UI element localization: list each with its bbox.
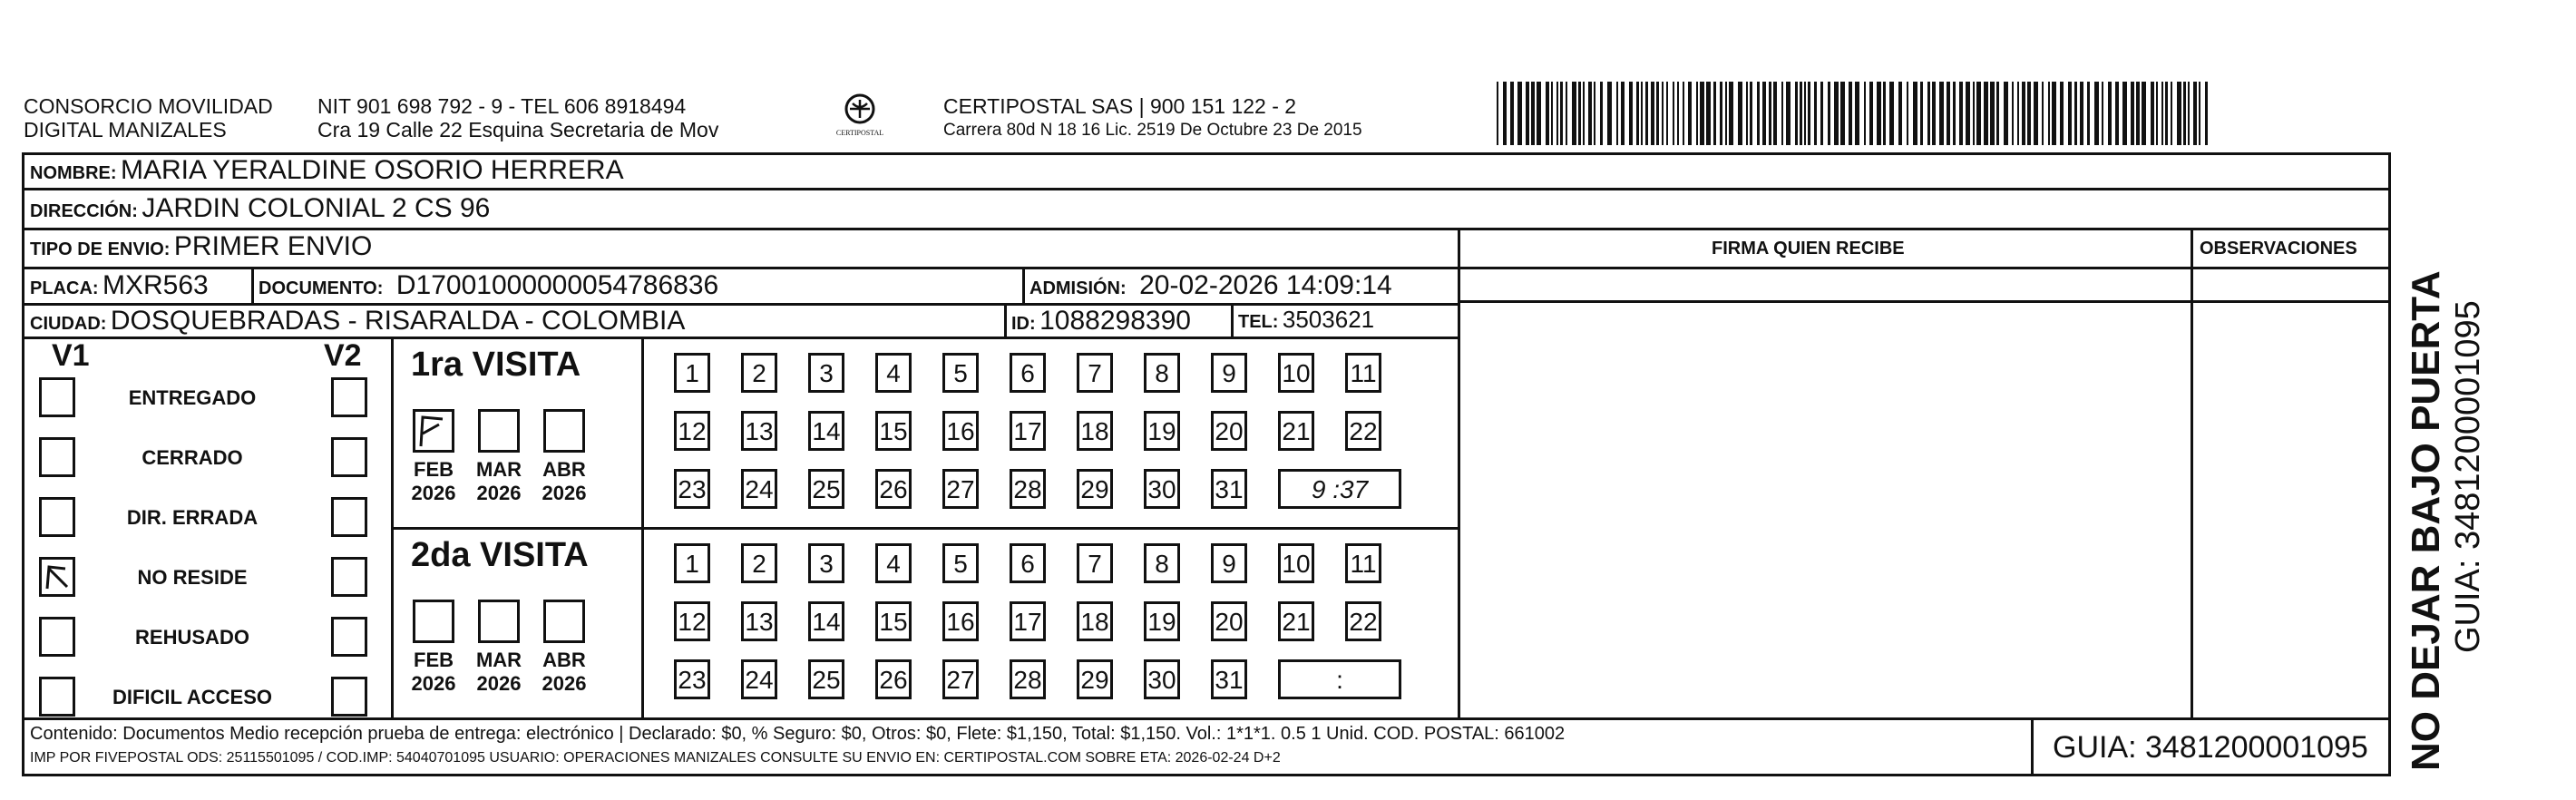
first-visit-day-box[interactable]: 11 <box>1345 353 1381 393</box>
company-nit: NIT 901 698 792 - 9 - TEL 606 8918494 <box>317 94 687 118</box>
second-visit-day-box[interactable]: 6 <box>1010 543 1046 583</box>
first-visit-day-box[interactable]: 10 <box>1278 353 1314 393</box>
second-visit-day-box[interactable]: 12 <box>674 601 710 641</box>
nombre-label: NOMBRE: <box>30 163 117 183</box>
first-visit-day-box[interactable]: 16 <box>942 411 979 451</box>
second-visit-day-box[interactable]: 8 <box>1144 543 1180 583</box>
second-visit-day-box[interactable]: 18 <box>1077 601 1113 641</box>
first-visit-day-box[interactable]: 25 <box>808 469 844 509</box>
tel-label: TEL: <box>1238 312 1279 332</box>
direccion-row <box>30 193 490 224</box>
first-visit-day-box[interactable]: 24 <box>741 469 777 509</box>
company-name-line2: DIGITAL MANIZALES <box>24 118 227 141</box>
second-visit-day-box[interactable]: 3 <box>808 543 844 583</box>
status-option-label: DIFICIL ACCESO <box>112 686 272 708</box>
second-visit-day-box[interactable]: 20 <box>1211 601 1247 641</box>
logo-text: CERTIPOSTAL <box>835 129 884 137</box>
direccion-value: JARDIN COLONIAL 2 CS 96 <box>141 193 491 223</box>
admision-value: 20-02-2026 14:09:14 <box>1139 270 1392 300</box>
first-visit-day-box[interactable]: 17 <box>1010 411 1046 451</box>
barcode <box>1497 82 2213 145</box>
second-visit-day-box[interactable]: 7 <box>1077 543 1113 583</box>
guia-footer: GUIA: 3481200001095 <box>2053 730 2368 765</box>
second-visit-day-box[interactable]: 25 <box>808 659 844 699</box>
second-visit-day-box[interactable]: 16 <box>942 601 979 641</box>
first-visit-day-box[interactable]: 31 <box>1211 469 1247 509</box>
first-visit-day-box[interactable]: 12 <box>674 411 710 451</box>
v1-checkbox[interactable] <box>39 377 75 417</box>
first-visit-day-box[interactable]: 9 <box>1211 353 1247 393</box>
second-visit-day-box[interactable]: 1 <box>674 543 710 583</box>
company-name-line1: CONSORCIO MOVILIDAD <box>24 94 273 118</box>
second-visit-month-checkbox[interactable] <box>413 600 454 643</box>
second-visit-day-box[interactable]: 28 <box>1010 659 1046 699</box>
second-visit-day-box[interactable]: 10 <box>1278 543 1314 583</box>
first-visit-day-box[interactable]: 6 <box>1010 353 1046 393</box>
first-visit-day-box[interactable]: 19 <box>1144 411 1180 451</box>
status-option-label: NO RESIDE <box>137 566 248 589</box>
tipo-envio-label: TIPO DE ENVIO: <box>30 239 171 259</box>
second-visit-day-box[interactable]: 11 <box>1345 543 1381 583</box>
documento-label: DOCUMENTO: <box>259 278 384 298</box>
second-visit-day-box[interactable]: 22 <box>1345 601 1381 641</box>
v2-checkbox[interactable] <box>331 557 367 597</box>
no-dejar-bajo-puerta: NO DEJAR BAJO PUERTA <box>2404 270 2448 771</box>
tel-cell <box>1238 306 1374 334</box>
imp-text: IMP POR FIVEPOSTAL ODS: 25115501095 / COD.IMP: 54040701095 USUARIO: OPERACIONES MANIZALES CONSULTE SU ENVIO EN: CERTIPOSTAL.COM SOBRE ETA: 2026-02-24 D+2 <box>30 750 1281 766</box>
month-label: ABR 2026 <box>542 458 587 504</box>
second-visit-time-box[interactable]: : <box>1278 659 1401 699</box>
v2-checkbox[interactable] <box>331 497 367 537</box>
courier-address: Carrera 80d N 18 16 Lic. 2519 De Octubre 23 De 2015 <box>943 121 1362 140</box>
first-visit-day-box[interactable]: 20 <box>1211 411 1247 451</box>
barcode-icon <box>1497 82 2213 145</box>
id-value: 1088298390 <box>1039 306 1191 336</box>
second-visit-day-box[interactable]: 17 <box>1010 601 1046 641</box>
first-visit-day-box[interactable]: 30 <box>1144 469 1180 509</box>
v2-label: V2 <box>324 338 362 373</box>
certipostal-logo <box>833 89 887 145</box>
first-visit-month-checkbox[interactable] <box>543 409 585 453</box>
first-visit-day-box[interactable]: 28 <box>1010 469 1046 509</box>
v2-checkbox[interactable] <box>331 377 367 417</box>
v2-checkbox[interactable] <box>331 437 367 477</box>
first-visit-day-box[interactable]: 4 <box>875 353 912 393</box>
month-label: MAR 2026 <box>475 649 522 695</box>
ciudad-label: CIUDAD: <box>30 314 107 334</box>
first-visit-month-checkbox[interactable] <box>413 409 454 453</box>
status-option-label: REHUSADO <box>135 626 249 649</box>
second-visit-title: 2da VISITA <box>411 536 589 574</box>
v1-checkbox[interactable] <box>39 557 75 597</box>
first-visit-day-box[interactable]: 5 <box>942 353 979 393</box>
first-visit-time-box[interactable]: 9 :37 <box>1278 469 1401 509</box>
second-visit-month-checkbox[interactable] <box>478 600 520 643</box>
placa-cell <box>30 270 209 301</box>
delivery-form <box>22 152 2391 776</box>
second-visit-day-box[interactable]: 23 <box>674 659 710 699</box>
id-label: ID: <box>1011 314 1036 334</box>
firma-header: FIRMA QUIEN RECIBE <box>1712 239 1905 259</box>
status-option-label: DIR. ERRADA <box>126 506 259 529</box>
second-visit-day-box[interactable]: 26 <box>875 659 912 699</box>
courier-name: CERTIPOSTAL SAS | 900 151 122 - 2 <box>943 94 1297 118</box>
second-visit-day-box[interactable]: 27 <box>942 659 979 699</box>
month-label: FEB 2026 <box>411 458 456 504</box>
status-option-label: ENTREGADO <box>128 386 257 409</box>
second-visit-day-box[interactable]: 31 <box>1211 659 1247 699</box>
v1-checkbox[interactable] <box>39 497 75 537</box>
first-visit-day-box[interactable]: 21 <box>1278 411 1314 451</box>
placa-value: MXR563 <box>102 270 209 300</box>
second-visit-day-box[interactable]: 14 <box>808 601 844 641</box>
second-visit-day-box[interactable]: 15 <box>875 601 912 641</box>
v2-checkbox[interactable] <box>331 617 367 657</box>
admision-cell <box>1029 270 1392 301</box>
first-visit-month-checkbox[interactable] <box>478 409 520 453</box>
first-visit-day-box[interactable]: 15 <box>875 411 912 451</box>
tipo-envio-row <box>30 231 372 262</box>
first-visit-day-box[interactable]: 26 <box>875 469 912 509</box>
month-label: MAR 2026 <box>475 458 522 504</box>
ciudad-cell <box>30 306 685 337</box>
company-address: Cra 19 Calle 22 Esquina Secretaria de Mov <box>317 118 719 141</box>
second-visit-month-checkbox[interactable] <box>543 600 585 643</box>
contenido-text: Contenido: Documentos Medio recepción prueba de entrega: electrónico | Declarado: $0, % Seguro: $0, Otros: $0, Flete: $1,150, Total: $1,150. Vol.: 1*1*1. 0.5 1 Unid. COD. POSTAL: 661002 <box>30 724 1566 744</box>
status-option-label: CERRADO <box>141 446 243 469</box>
first-visit-day-box[interactable]: 3 <box>808 353 844 393</box>
first-visit-day-box[interactable]: 23 <box>674 469 710 509</box>
first-visit-day-box[interactable]: 13 <box>741 411 777 451</box>
month-label: ABR 2026 <box>542 649 587 695</box>
second-visit-day-box[interactable]: 2 <box>741 543 777 583</box>
first-visit-day-box[interactable]: 14 <box>808 411 844 451</box>
first-visit-day-box[interactable]: 22 <box>1345 411 1381 451</box>
first-visit-day-box[interactable]: 2 <box>741 353 777 393</box>
second-visit-day-box[interactable]: 19 <box>1144 601 1180 641</box>
first-visit-day-box[interactable]: 27 <box>942 469 979 509</box>
first-visit-day-box[interactable]: 7 <box>1077 353 1113 393</box>
tipo-envio-value: PRIMER ENVIO <box>173 231 373 261</box>
guia-side: GUIA: 3481200001095 <box>2449 300 2487 653</box>
placa-label: PLACA: <box>30 278 99 298</box>
second-visit-day-box[interactable]: 30 <box>1144 659 1180 699</box>
nombre-value: MARIA YERALDINE OSORIO HERRERA <box>121 155 624 185</box>
second-visit-day-box[interactable]: 5 <box>942 543 979 583</box>
id-cell <box>1011 306 1191 337</box>
second-visit-day-box[interactable]: 21 <box>1278 601 1314 641</box>
v1-checkbox[interactable] <box>39 617 75 657</box>
second-visit-day-box[interactable]: 9 <box>1211 543 1247 583</box>
admision-label: ADMISIÓN: <box>1029 278 1127 298</box>
v1-checkbox[interactable] <box>39 677 75 717</box>
nombre-row <box>30 155 624 186</box>
documento-cell <box>259 270 718 301</box>
v2-checkbox[interactable] <box>331 677 367 717</box>
first-visit-day-box[interactable]: 18 <box>1077 411 1113 451</box>
month-label: FEB 2026 <box>411 649 456 695</box>
first-visit-title: 1ra VISITA <box>411 346 581 384</box>
first-visit-day-box[interactable]: 29 <box>1077 469 1113 509</box>
ciudad-value: DOSQUEBRADAS - RISARALDA - COLOMBIA <box>110 306 686 336</box>
observaciones-header: OBSERVACIONES <box>2200 239 2357 259</box>
second-visit-day-box[interactable]: 24 <box>741 659 777 699</box>
tel-value: 3503621 <box>1282 306 1375 333</box>
direccion-label: DIRECCIÓN: <box>30 201 138 221</box>
second-visit-day-box[interactable]: 29 <box>1077 659 1113 699</box>
second-visit-day-box[interactable]: 13 <box>741 601 777 641</box>
v1-checkbox[interactable] <box>39 437 75 477</box>
second-visit-day-box[interactable]: 4 <box>875 543 912 583</box>
first-visit-day-box[interactable]: 1 <box>674 353 710 393</box>
documento-value: D17001000000054786836 <box>395 270 719 300</box>
first-visit-day-box[interactable]: 8 <box>1144 353 1180 393</box>
v1-label: V1 <box>52 338 90 373</box>
